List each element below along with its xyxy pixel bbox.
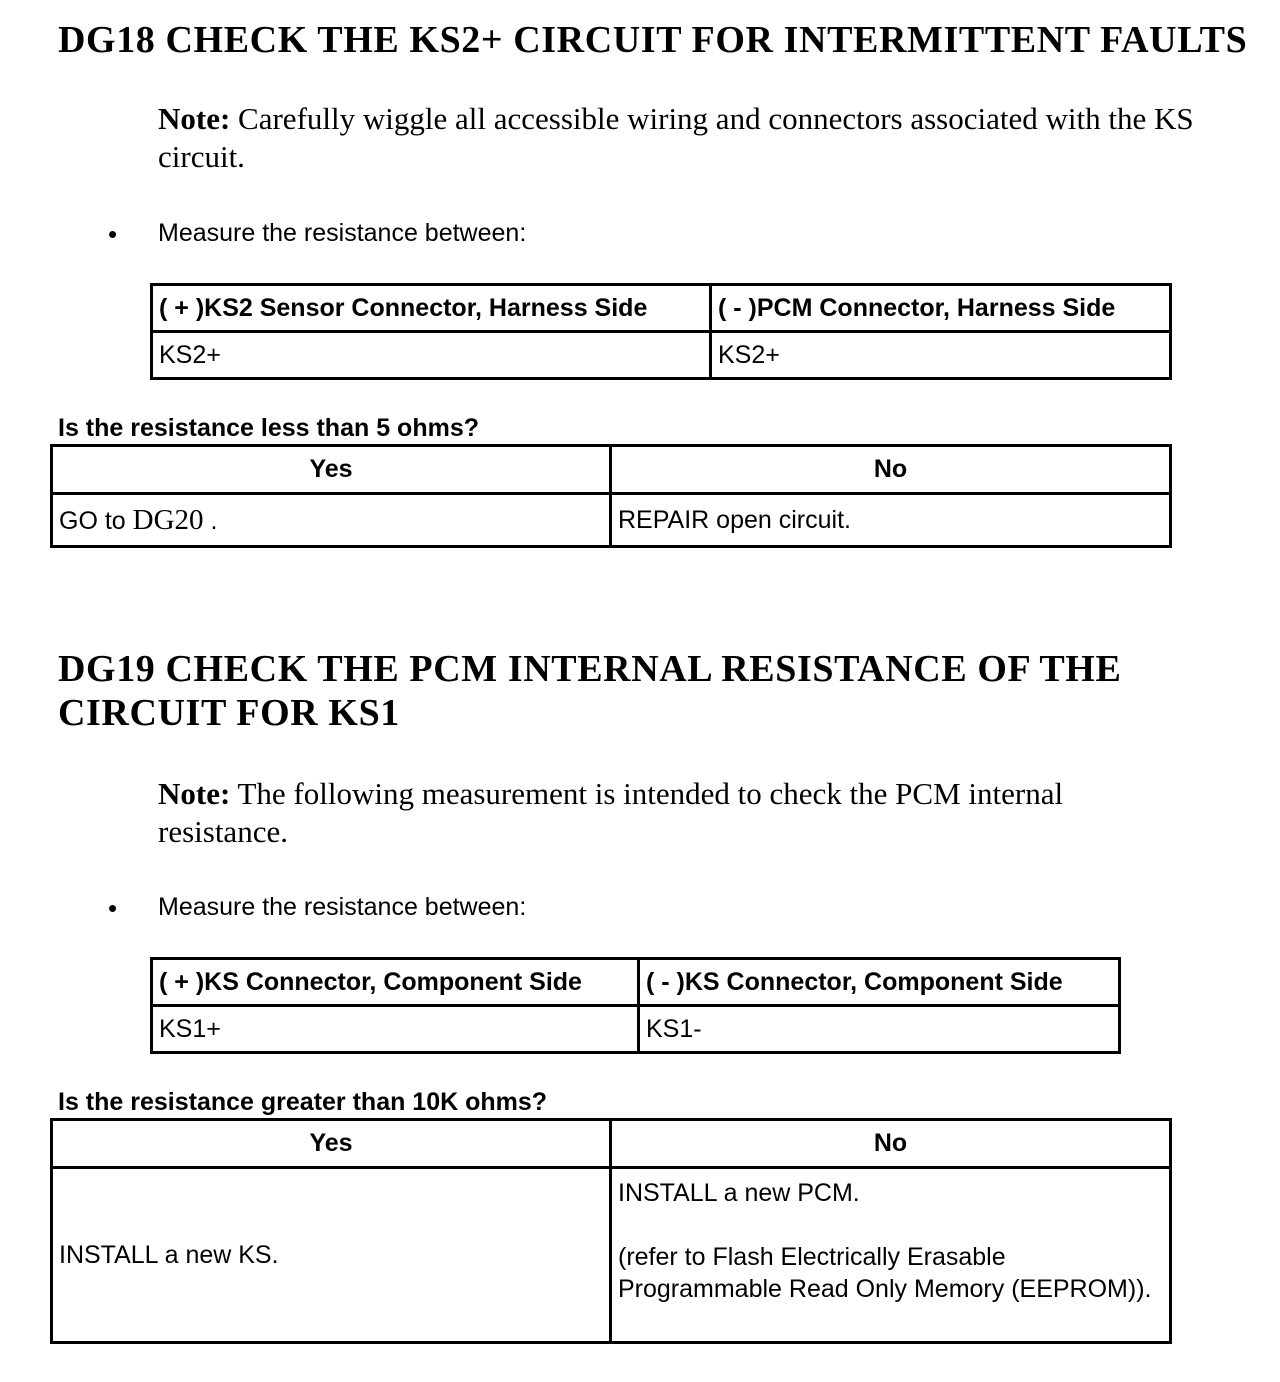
dg19-bullet-dot: • — [108, 893, 118, 923]
dg19-yes-header: Yes — [52, 1120, 611, 1168]
dg19-measure-table — [150, 957, 1121, 1054]
dg19-no-cell — [611, 1168, 1171, 1343]
dg18-no-cell: REPAIR open circuit. — [611, 494, 1171, 547]
dg19-yes-cell: INSTALL a new KS. — [52, 1168, 611, 1343]
dg19-answer-table — [50, 1118, 1172, 1344]
dg19-note-text: The following measurement is intended to check the PCM internal resistance. — [158, 776, 1064, 849]
dg18-yes-header: Yes — [52, 446, 611, 494]
dg18-answer-table — [50, 444, 1172, 548]
dg19-measure-header-negative: ( - )KS Connector, Component Side — [639, 959, 1120, 1006]
dg19-question: Is the resistance greater than 10K ohms? — [58, 1088, 548, 1116]
dg18-measure-header-positive: ( + )KS2 Sensor Connector, Harness Side — [152, 285, 711, 332]
dg19-bullet-text: Measure the resistance between: — [158, 893, 527, 921]
dg18-note-text: Carefully wiggle all accessible wiring and connectors associated with the KS circuit. — [158, 101, 1194, 174]
dg19-no-line2: (refer to Flash Electrically Erasable Programmable Read Only Memory (EEPROM)). — [618, 1243, 1152, 1303]
dg18-no-header: No — [611, 446, 1171, 494]
dg19-no-line1: INSTALL a new PCM. — [618, 1179, 860, 1207]
dg18-yes-cell — [52, 494, 611, 547]
dg18-measure-table — [150, 283, 1172, 380]
dg18-bullet-dot: • — [108, 219, 118, 249]
dg19-measure-header-positive: ( + )KS Connector, Component Side — [152, 959, 639, 1006]
dg18-measure-cell-negative: KS2+ — [711, 332, 1171, 379]
dg18-measure-cell-positive: KS2+ — [152, 332, 711, 379]
dg19-title-line2: CIRCUIT FOR KS1 — [58, 692, 400, 734]
dg19-no-header: No — [611, 1120, 1171, 1168]
dg19-note — [158, 775, 1158, 851]
dg19-title-line1: DG19 CHECK THE PCM INTERNAL RESISTANCE OF THE — [58, 648, 1122, 690]
dg19-note-label: Note: — [158, 776, 231, 811]
dg18-title: DG18 CHECK THE KS2+ CIRCUIT FOR INTERMITTENT FAULTS — [58, 19, 1248, 61]
dg18-bullet-text: Measure the resistance between: — [158, 219, 527, 247]
dg18-yes-prefix: GO to — [59, 506, 133, 535]
dg18-yes-suffix: . — [203, 506, 218, 535]
dg18-measure-header-negative: ( - )PCM Connector, Harness Side — [711, 285, 1171, 332]
dg18-note — [158, 100, 1233, 176]
dg18-yes-ref: DG20 — [132, 503, 204, 536]
dg18-question: Is the resistance less than 5 ohms? — [58, 414, 479, 442]
dg18-note-label: Note: — [158, 101, 231, 136]
dg19-measure-cell-positive: KS1+ — [152, 1006, 639, 1053]
dg19-measure-cell-negative: KS1- — [639, 1006, 1120, 1053]
